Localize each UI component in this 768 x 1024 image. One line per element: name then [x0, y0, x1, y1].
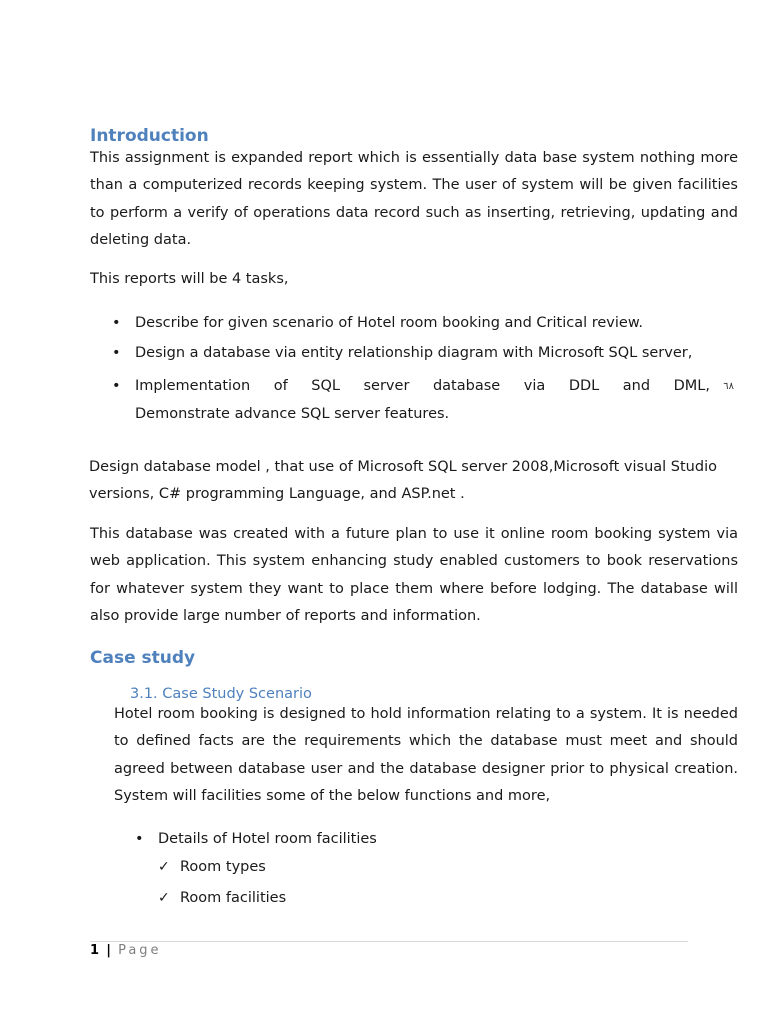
intro-paragraph-4: This database was created with a future plan to use it online room booking system via web application. This system enhancing study enabled customers to book reservations for whatever system they want to place them where before lodging. The database will also provide large number of reports and information.: [90, 526, 738, 624]
task-item-text: Demonstrate advance SQL server features.: [135, 406, 450, 422]
intro-paragraph-1: This assignment is expanded report which is essentially data base system nothing more than a computerized records keeping system. The user of system will be given facilities to perform a verify of operations data record such as inserting, retrieving, updating and deleting data.: [90, 150, 738, 248]
task-item: [90, 372, 734, 428]
facility-item-text: Details of Hotel room facilities: [158, 831, 377, 847]
case-study-paragraph: Hotel room booking is designed to hold information relating to a system. It is needed to defined facts are the requirements which the database must meet and should agreed between database user and the database designer prior to physical creation. System will facilities some of the below functions and more,: [114, 706, 738, 804]
checklist-item: [158, 857, 286, 877]
introduction-heading: Introduction: [90, 126, 209, 146]
footnote-mark: ٦٨: [723, 381, 734, 392]
page-footer: [90, 942, 162, 960]
footer-separator: |: [106, 943, 111, 958]
case-study-subheading: 3.1. Case Study Scenario: [130, 686, 312, 702]
case-study-heading: Case study: [90, 648, 196, 668]
checkmark-icon: ✓: [158, 859, 170, 875]
facility-list: [113, 829, 377, 849]
task-item-text: Describe for given scenario of Hotel room booking and Critical review.: [135, 315, 643, 331]
checklist-item: [158, 888, 286, 908]
task-list: [90, 313, 734, 428]
bullet-icon: •: [112, 315, 121, 331]
checkmark-icon: ✓: [158, 890, 170, 906]
intro-paragraph-3: Design database model , that use of Microsoft SQL server 2008,Microsoft visual Studio versions, C# programming Language, and ASP.net .: [89, 459, 717, 503]
footer-divider: [90, 941, 688, 942]
task-item: [90, 343, 710, 364]
checklist: [158, 857, 286, 919]
task-item-text: Implementation of SQL server database via DDL and DML,: [135, 378, 710, 394]
page-number: 1: [90, 943, 100, 958]
bullet-icon: •: [112, 378, 121, 394]
bullet-icon: •: [112, 344, 121, 361]
intro-paragraph-2: This reports will be 4 tasks,: [90, 271, 289, 287]
task-item: [90, 313, 710, 334]
facility-item: [113, 829, 377, 849]
task-item-text: Design a database via entity relationship diagram with Microsoft SQL server,: [135, 344, 693, 361]
checklist-item-text: Room facilities: [180, 890, 287, 906]
page-label: Page: [118, 943, 162, 958]
checklist-item-text: Room types: [180, 859, 266, 875]
bullet-icon: •: [135, 831, 144, 847]
